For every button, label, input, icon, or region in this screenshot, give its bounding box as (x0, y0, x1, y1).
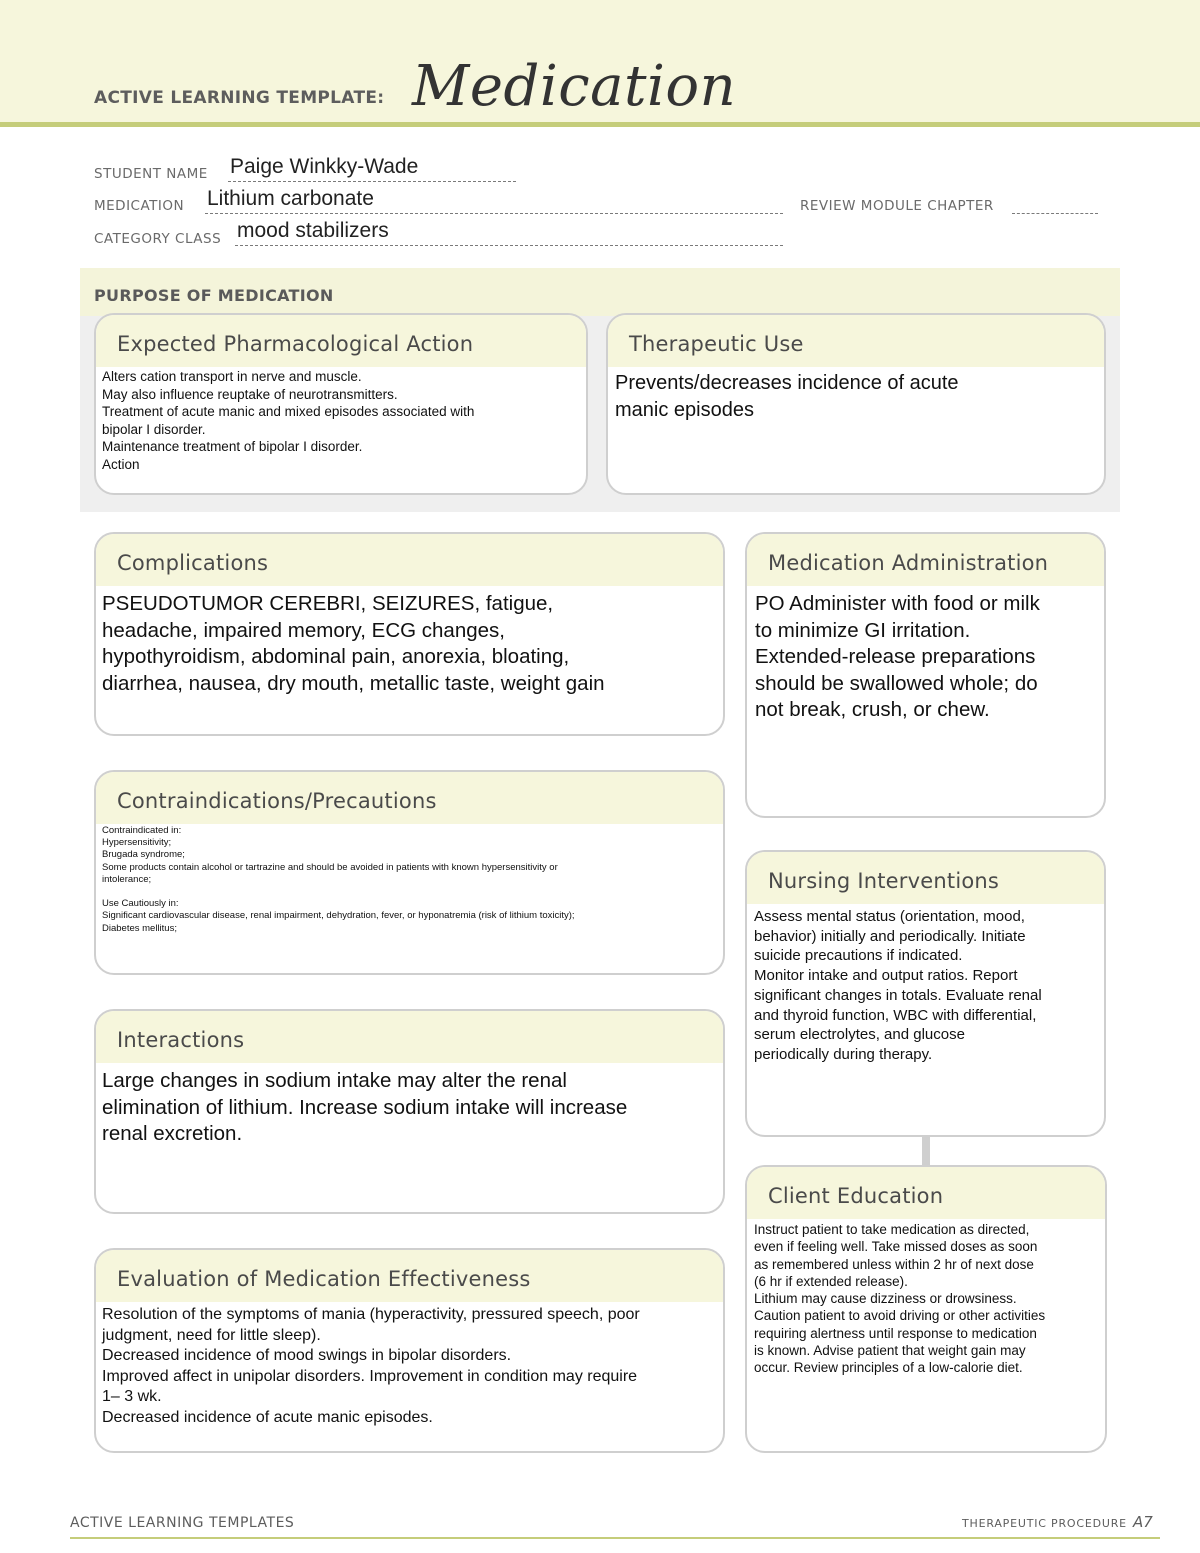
footer-rule (70, 1537, 1160, 1539)
administration-heading: Medication Administration (747, 534, 1104, 586)
category-class-field[interactable]: mood stabilizers (237, 219, 389, 242)
connector-bar (922, 1137, 930, 1167)
nursing-heading: Nursing Interventions (747, 852, 1104, 904)
student-name-field[interactable]: Paige Winkky-Wade (230, 155, 419, 178)
expected-action-box (94, 313, 588, 495)
template-label: ACTIVE LEARNING TEMPLATE: (94, 88, 385, 108)
contraindications-text[interactable]: Contraindicated in: Hypersensitivity; Brugada syndrome; Some products contain alcohol or tartrazine and should be avoided in patients with known hypersensitivity or intolerance; Use Cautiously in: Significant cardiovascular disease, renal impairment, dehydration, fever, or hyponatremia (risk of lithium toxicity); Diabetes mellitus; (102, 825, 575, 934)
purpose-title: PURPOSE OF MEDICATION (94, 286, 334, 305)
template-title: Medication (412, 54, 737, 119)
student-name-label: STUDENT NAME (94, 166, 208, 182)
nursing-text[interactable]: Assess mental status (orientation, mood, behavior) initially and periodically. Initiate suicide precautions if indicated. Monitor intake and output ratios. Report significant changes in totals. Evaluate renal and thyroid function, WBC with differential, serum electrolytes, and glucose periodically during therapy. (754, 908, 1042, 1063)
interactions-box (94, 1009, 725, 1214)
client-education-heading: Client Education (747, 1167, 1105, 1219)
category-class-label: CATEGORY CLASS (94, 231, 222, 247)
student-name-line (228, 181, 516, 182)
administration-text[interactable]: PO Administer with food or milk to minimize GI irritation. Extended-release preparations should be swallowed whole; do not break, crush, or chew. (755, 592, 1040, 721)
nursing-box (745, 850, 1106, 1137)
review-module-line (1012, 213, 1098, 214)
therapeutic-use-box (606, 313, 1106, 495)
medication-field[interactable]: Lithium carbonate (207, 187, 374, 210)
evaluation-text[interactable]: Resolution of the symptoms of mania (hyperactivity, pressured speech, poor judgment, need for little sleep). Decreased incidence of mood swings in bipolar disorders. Improved affect in unipolar disorders. Improvement in condition may require 1– 3 wk. Decreased incidence of acute manic episodes. (102, 1306, 640, 1426)
medication-label: MEDICATION (94, 198, 185, 214)
contraindications-heading: Contraindications/Precautions (96, 772, 723, 824)
contraindications-box (94, 770, 725, 975)
footer-right: THERAPEUTIC PROCEDURE (962, 1517, 1127, 1530)
interactions-text[interactable]: Large changes in sodium intake may alter the renal elimination of lithium. Increase sodium intake will increase renal excretion. (102, 1069, 628, 1145)
therapeutic-use-heading: Therapeutic Use (608, 315, 1104, 367)
complications-heading: Complications (96, 534, 723, 586)
expected-action-text[interactable]: Alters cation transport in nerve and muscle. May also influence reuptake of neurotransmitters. Treatment of acute manic and mixed episodes associated with bipolar I disorder. Maintenance treatment of bipolar I disorder. Action (102, 369, 475, 472)
page-number: A7 (1133, 1513, 1153, 1531)
category-class-line (235, 245, 783, 246)
header-rule (0, 122, 1200, 127)
client-education-text[interactable]: Instruct patient to take medication as directed, even if feeling well. Take missed doses as soon as remembered unless within 2 hr of next dose (6 hr if extended release). Lithium may cause dizziness or drowsiness. Caution patient to avoid driving or other activities requiring alertness until response to medication is known. Advise patient that weight gain may occur. Review principles of a low-calorie diet. (754, 1222, 1046, 1376)
complications-box (94, 532, 725, 736)
complications-text[interactable]: PSEUDOTUMOR CEREBRI, SEIZURES, fatigue, headache, impaired memory, ECG changes, hypothyroidism, abdominal pain, anorexia, bloating, diarrhea, nausea, dry mouth, metallic taste, weight gain (102, 592, 605, 695)
interactions-heading: Interactions (96, 1011, 723, 1063)
evaluation-heading: Evaluation of Medication Effectiveness (96, 1250, 723, 1302)
therapeutic-use-text[interactable]: Prevents/decreases incidence of acute manic episodes (615, 372, 959, 421)
expected-action-heading: Expected Pharmacological Action (96, 315, 586, 367)
review-module-label: REVIEW MODULE CHAPTER (800, 198, 994, 214)
evaluation-box (94, 1248, 725, 1453)
footer-left: ACTIVE LEARNING TEMPLATES (70, 1515, 295, 1531)
administration-box (745, 532, 1106, 818)
client-education-box (745, 1165, 1107, 1453)
medication-line (205, 213, 783, 214)
